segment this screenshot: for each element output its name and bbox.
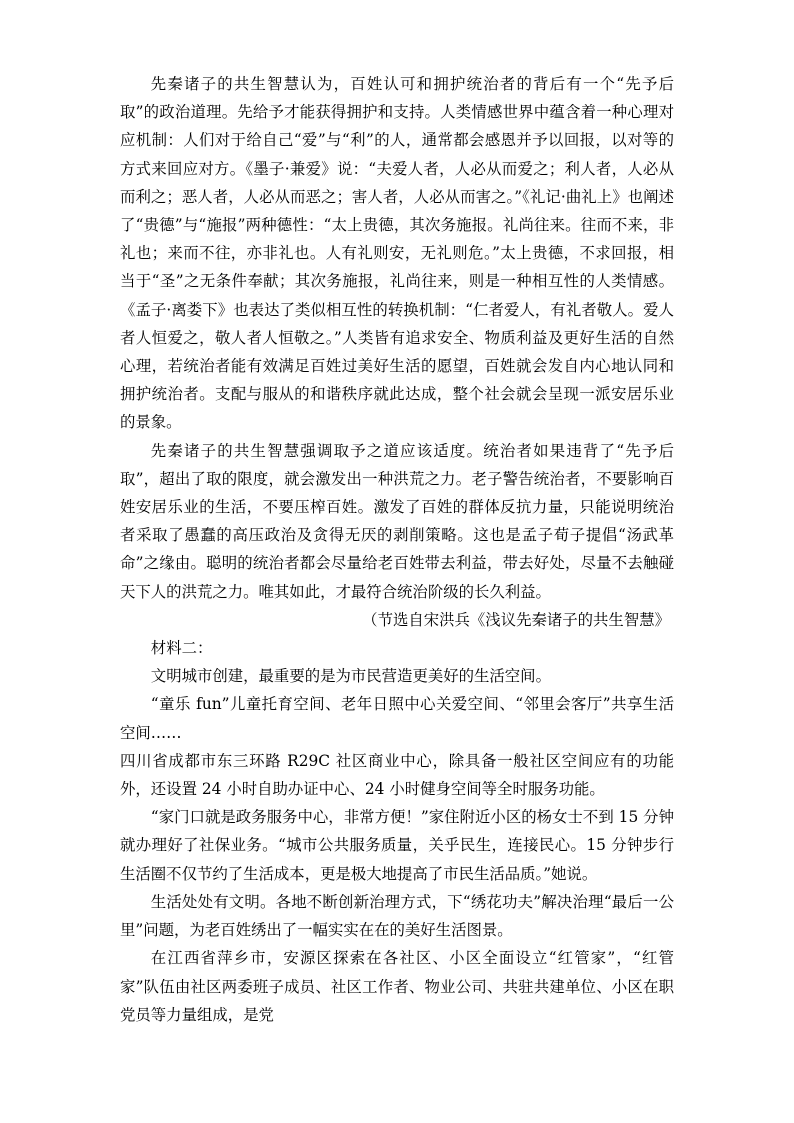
paragraph-7: 生活处处有文明。各地不断创新治理方式，下“绣花功夫”解决治理“最后一公里”问题，为老百姓绣出了一幅实实在在的美好生活图景。 [120, 892, 674, 940]
source-citation: （节选自宋洪兵《浅议先秦诸子的共生智慧》 [362, 610, 670, 629]
paragraph-5: 四川省成都市东三环路 R29C 社区商业中心，除具备一般社区空间应有的功能外，还设置 24 小时自助办证中心、24 小时健身空间等全时服务功能。 [120, 751, 674, 799]
paragraph-4: “童乐 fun”儿童托育空间、老年日照中心关爱空间、“邻里会客厅”共享生活空间…… [120, 695, 674, 742]
paragraph-8: 在江西省萍乡市，安源区探索在各社区、小区全面设立“红管家”，“红管家”队伍由社区两委班子成员、社区工作者、物业公司、共驻共建单位、小区在职党员等力量组成，是党 [120, 949, 674, 1024]
material-label: 材料二： [150, 639, 213, 658]
document-page [120, 70, 674, 1029]
paragraph-2: 先秦诸子的共生智慧强调取予之道应该适度。统治者如果违背了“先予后取”，超出了取的限度，就会激发出一种洪荒之力。老子警告统治者，不要影响百姓安居乐业的生活，不要压榨百姓。激发了百姓的群体反抗力量，只能说明统治者采取了愚蠢的高压政治及贪得无厌的剥削策略。这也是孟子荀子提倡“汤武革命”之缘由。聪明的统治者都会尽量给老百姓带去利益，带去好处，尽量不去触碰天下人的洪荒之力。唯其如此，才最符合统治阶级的长久利益。 [120, 441, 674, 601]
paragraph-3: 文明城市创建，最重要的是为市民营造更美好的生活空间。 [150, 667, 551, 686]
paragraph-6: “家门口就是政务服务中心，非常方便！”家住附近小区的杨女士不到 15 分钟就办理好了社保业务。“城市公共服务质量，关乎民生，连接民心。15 分钟步行生活圈不仅节约了生活成本，更是极大地提高了市民生活品质。”她说。 [120, 808, 674, 883]
paragraph-1: 先秦诸子的共生智慧认为，百姓认可和拥护统治者的背后有一个“先予后取”的政治道理。先给予才能获得拥护和支持。人类情感世界中蕴含着一种心理对应机制：人们对于给自己“爱”与“利”的人，通常都会感恩并予以回报，以对等的方式来回应对方。《墨子·兼爱》说：“夫爱人者，人必从而爱之；利人者，人必从而利之；恶人者，人必从而恶之；害人者，人必从而害之。”《礼记·曲礼上》也阐述了“贵德”与“施报”两种德性：“太上贵德，其次务施报。礼尚往来。往而不来，非礼也；来而不往，亦非礼也。人有礼则安，无礼则危。”太上贵德，不求回报，相当于“圣”之无条件奉献；其次务施报，礼尚往来，则是一种相互性的人类情感。《孟子·离娄下》也表达了类似相互性的转换机制：“仁者爱人，有礼者敬人。爱人者人恒爱之，敬人者人恒敬之。”人类皆有追求安全、物质利益及更好生活的自然心理，若统治者能有效满足百姓过美好生活的愿望，百姓就会发自内心地认同和拥护统治者。支配与服从的和谐秩序就此达成，整个社会就会呈现一派安居乐业的景象。 [120, 75, 674, 432]
